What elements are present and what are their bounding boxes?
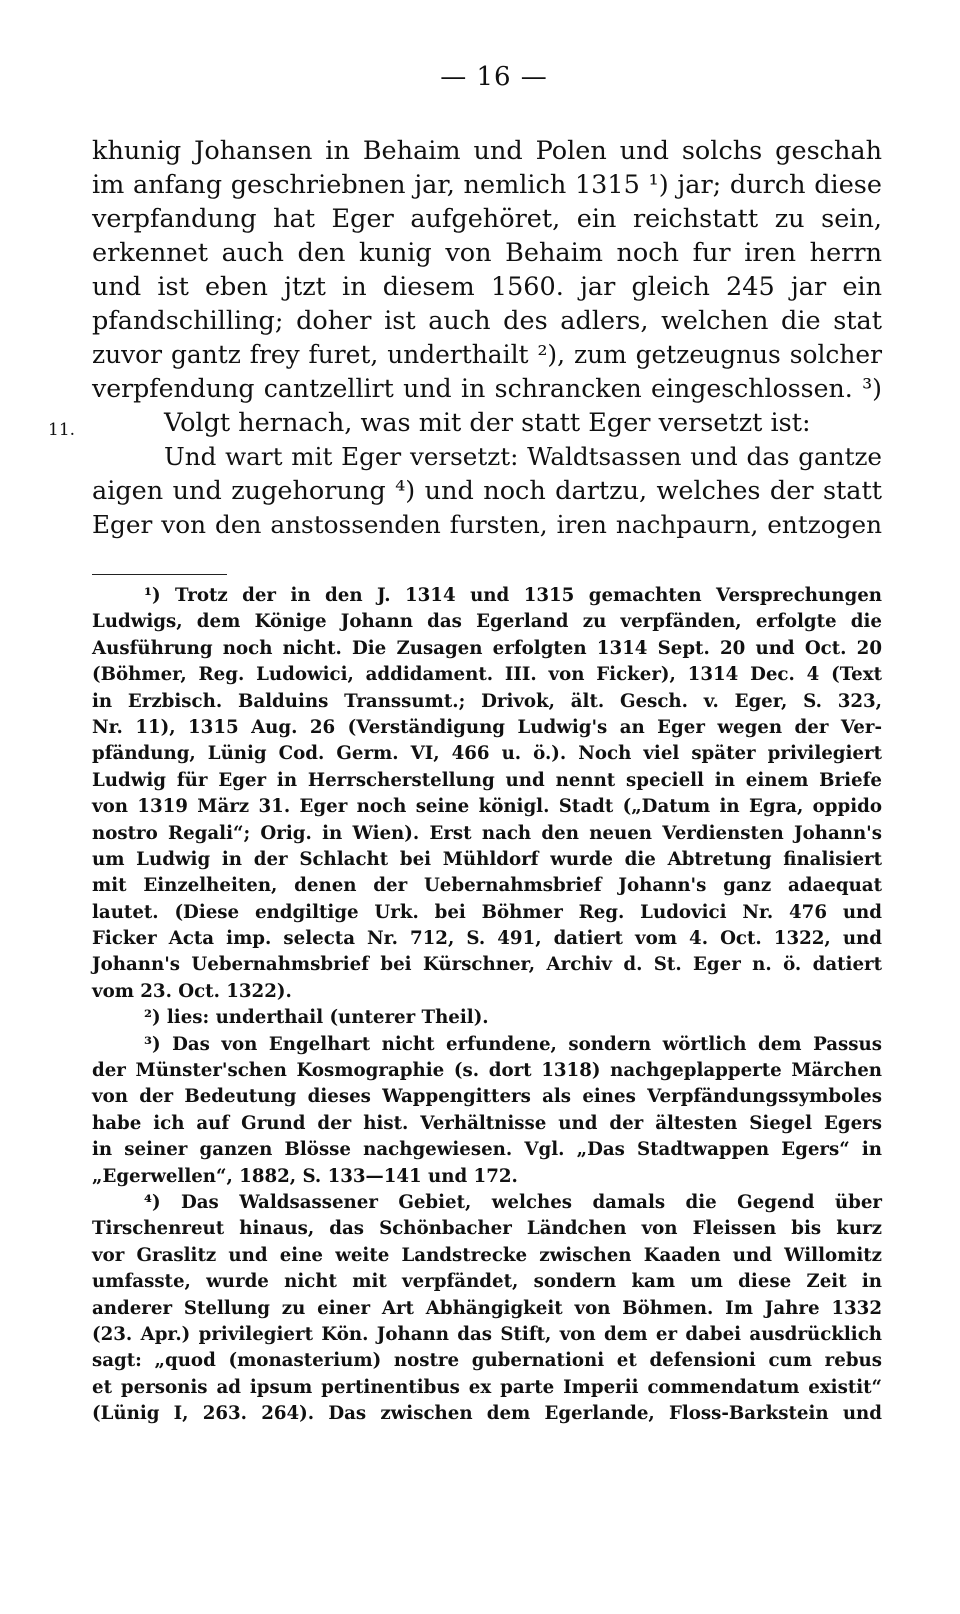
main-text (92, 134, 882, 542)
footnote-line: Ficker Acta imp. selecta Nr. 712, S. 491, datiert vom 4. Oct. 1322, und (92, 928, 882, 950)
footnote-line: Ludwig für Eger in Herrscherstellung und nennt speciell in einem Briefe (92, 769, 882, 791)
text-line: zuvor gantz frey furet, underthailt ²), zum getzeugnus solcher (92, 340, 882, 369)
footnote-line: Ludwigs, dem Könige Johann das Egerland zu verpfänden, erfolgte die (92, 611, 882, 633)
text-line: erkennet auch den kunig von Behaim noch fur iren herrn (92, 238, 882, 268)
footnote-line: et personis ad ipsum pertinentibus ex parte Imperii commendatum existit“ (92, 1376, 882, 1398)
text-line: pfandschilling; doher ist auch des adlers, welchen die stat (92, 306, 882, 336)
text-line: aigen und zugehorung ⁴) und noch dartzu, welches der statt (92, 476, 882, 506)
text-line: im anfang geschriebnen jar, nemlich 1315 ¹) jar; durch diese (92, 170, 882, 200)
footnote-line: Nr. 11), 1315 Aug. 26 (Verständigung Ludwig's an Eger wegen der Ver- (92, 716, 882, 738)
footnote-line: „Egerwellen“, 1882, S. 133—141 und 172. (92, 1165, 518, 1187)
text-line: Volgt hernach, was mit der statt Eger versetzt ist: (164, 408, 811, 438)
text-line: Eger von den anstossenden fursten, iren nachpaurn, entzogen (92, 510, 882, 539)
text-line: und ist eben jtzt in diesem 1560. jar gleich 245 jar ein (92, 272, 882, 302)
footnote-line: in seiner ganzen Blösse nachgewiesen. Vgl. „Das Stadtwappen Egers“ in (92, 1139, 882, 1161)
footnote-line: ²) lies: underthail (unterer Theil). (144, 1007, 489, 1029)
footnote-line: Tirschenreut hinaus, das Schönbacher Ländchen von Fleissen bis kurz (92, 1218, 882, 1240)
footnote-line: (23. Apr.) privilegiert Kön. Johann das Stift, von dem er dabei ausdrücklich (92, 1323, 882, 1345)
footnote-line: habe ich auf Grund der hist. Verhältnisse und der ältesten Siegel Egers (92, 1112, 882, 1134)
margin-note: 11. (48, 420, 76, 440)
footnote-line: sagt: „quod (monasterium) nostre gubernationi et defensioni cum rebus (92, 1350, 882, 1372)
footnote-line: um Ludwig in der Schlacht bei Mühldorf wurde die Abtretung finalisiert (92, 848, 882, 870)
footnote-line: pfändung, Lünig Cod. Germ. VI, 466 u. ö.). Noch viel später privilegiert (92, 743, 882, 765)
text-line: verpfandung hat Eger aufgehöret, ein reichstatt zu sein, (92, 204, 882, 234)
footnote-line: Johann's Uebernahmsbrief bei Kürschner, Archiv d. St. Eger n. ö. datiert (92, 954, 882, 976)
footnote-line: umfasste, wurde nicht mit verpfändet, sondern kam um diese Zeit in (92, 1271, 882, 1293)
footnote-line: anderer Stellung zu einer Art Abhängigkeit von Böhmen. Im Jahre 1332 (92, 1297, 882, 1319)
footnote-line: von der Bedeutung dieses Wappengitters als eines Verpfändungssymboles (92, 1086, 882, 1108)
footnote-line: von 1319 März 31. Eger noch seine königl. Stadt („Datum in Egra, oppido (92, 796, 882, 818)
footnote-line: lautet. (Diese endgiltige Urk. bei Böhmer Reg. Ludovici Nr. 476 und (92, 901, 882, 923)
footnote-line: ¹) Trotz der in den J. 1314 und 1315 gemachten Versprechungen (144, 585, 882, 606)
footnote-line: vor Graslitz und eine weite Landstrecke zwischen Kaaden und Willomitz (92, 1244, 882, 1266)
text-line: verpfendung cantzellirt und in schrancken eingeschlossen. ³) (92, 374, 882, 403)
footnote-line: nostro Regali“; Orig. in Wien). Erst nach den neuen Verdiensten Johann's (92, 822, 882, 844)
footnote-line: (Lünig I, 263. 264). Das zwischen dem Egerlande, Floss-Barkstein und (92, 1403, 882, 1425)
footnote-line: (Böhmer, Reg. Ludowici, addidament. III. von Ficker), 1314 Dec. 4 (Text (92, 664, 882, 686)
footnote-line: der Münster'schen Kosmographie (s. dort 1318) nachgeplapperte Märchen (92, 1060, 882, 1082)
footnote-line: ³) Das von Engelhart nicht erfundene, sondern wörtlich dem Passus (144, 1033, 882, 1055)
footnotes (92, 583, 882, 1428)
footnote-rule (92, 574, 227, 575)
footnote-line: ⁴) Das Waldsassener Gebiet, welches damals die Gegend über (144, 1191, 882, 1213)
footnote-line: Ausführung noch nicht. Die Zusagen erfolgten 1314 Sept. 20 und Oct. 20 (92, 637, 882, 659)
footnote-line: mit Einzelheiten, denen der Uebernahmsbrief Johann's ganz adaequat (92, 875, 882, 897)
text-line: Und wart mit Eger versetzt: Waldtsassen und das gantze (164, 442, 882, 471)
text-line: khunig Johansen in Behaim und Polen und solchs geschah (92, 136, 882, 166)
footnote-line: vom 23. Oct. 1322). (92, 980, 292, 1002)
footnote-line: in Erzbisch. Balduins Transsumt.; Drivok, ält. Gesch. v. Eger, S. 323, (92, 690, 882, 712)
page-number: — 16 — (440, 62, 548, 92)
